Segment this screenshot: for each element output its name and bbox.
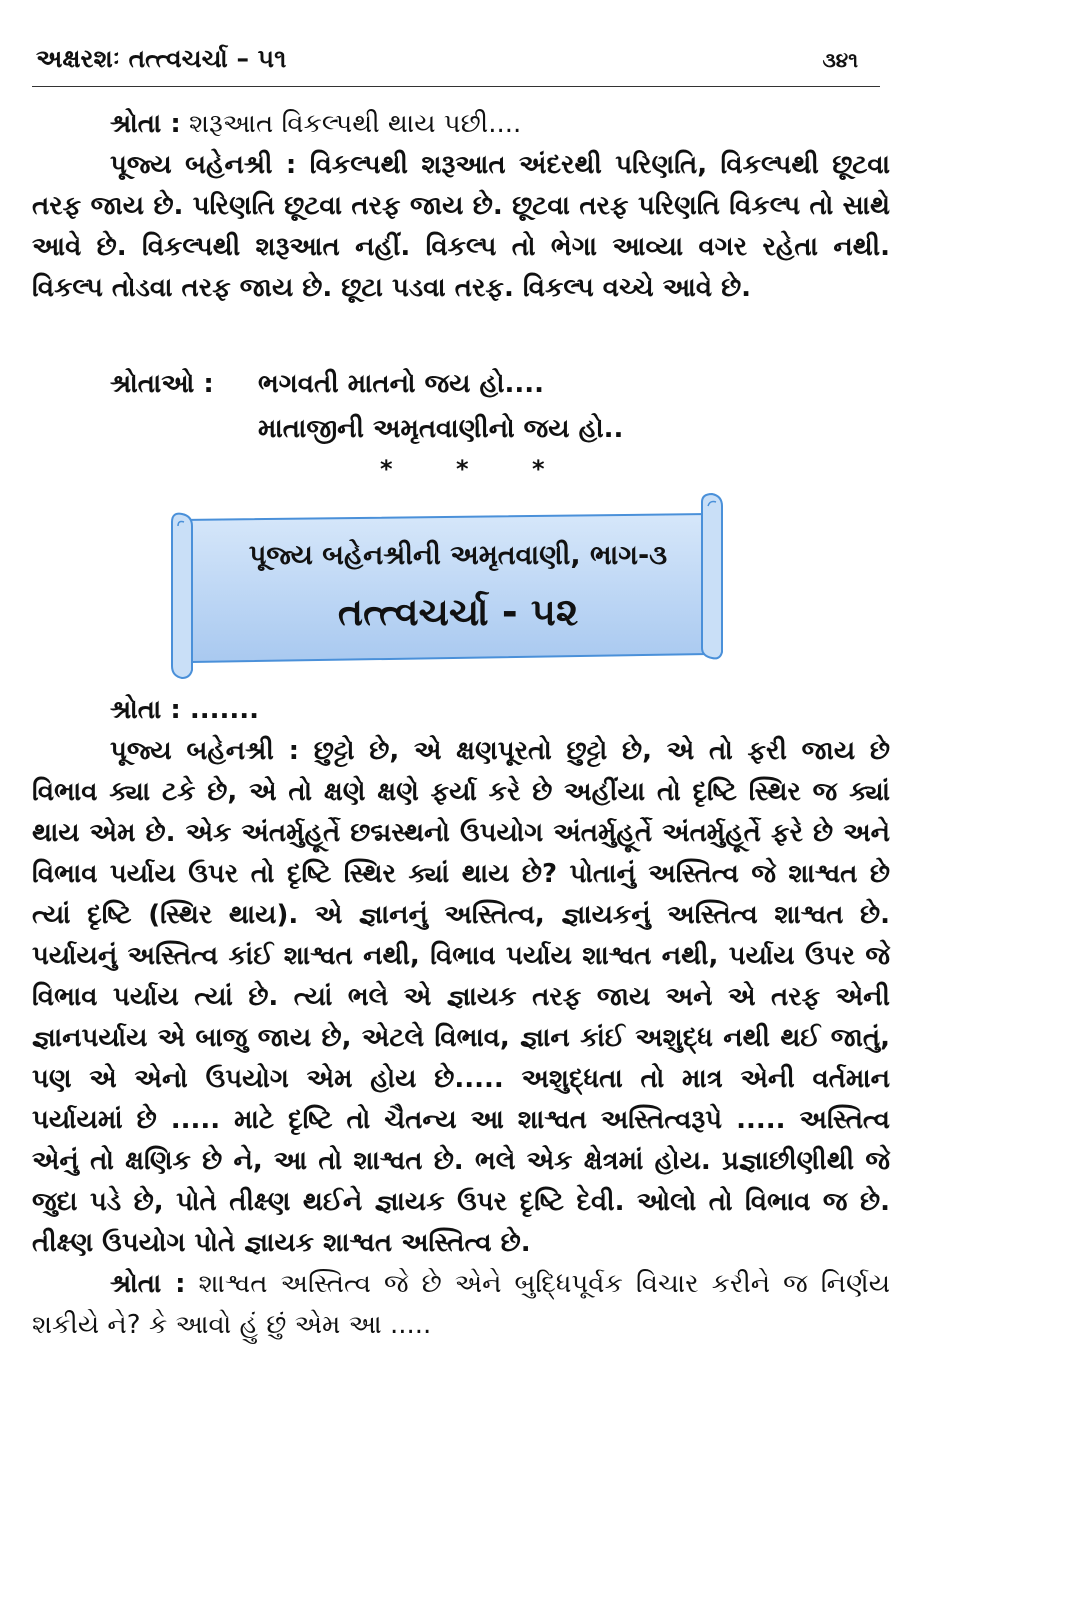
chant-row [110,407,623,452]
speaker-label: પૂજ્ય બહેનશ્રી : [110,736,299,766]
page-number: ૩૪૧ [822,48,858,72]
chant-line: ભગવતી માતનો જય હો.... [258,369,545,399]
separator-star: * [532,455,545,483]
scroll-shape [168,492,728,682]
banner-title: તત્ત્વચર્ચા - ૫૨ [337,590,579,634]
separator-star: * [380,455,393,483]
speaker-label: પૂજ્ય બહેનશ્રી : [110,150,297,180]
answer-text: વિકલ્પથી શરૂઆત અંદરથી પરિણતિ, વિકલ્પથી છૂટવા તરફ જાય છે. પરિણતિ છૂટવા તરફ જાય છે. છૂટવા તરફ પરિણતિ વિકલ્પ તો સાથે આવે છે. વિકલ્પથી શરૂઆત નહીં. વિકલ્પ તો ભેગા આવ્યા વગર રહેતા નથી. વિકલ્પ તોડવા તરફ જાય છે. છૂટા પડવા તરફ. વિકલ્પ વચ્ચે આવે છે. [32,150,890,303]
speaker-label: શ્રોતા : [110,1269,186,1299]
question-text: શાશ્વત અસ્તિત્વ જે છે એને બુદ્ધિપૂર્વક વિચાર કરીને જ નિર્ણય શકીયે ને? કે આવો હું છું એમ આ ..... [32,1269,891,1340]
speaker-label: શ્રોતા : [110,109,181,139]
banner-subtitle: પૂજ્ય બહેનશ્રીની અમૃતવાણી, ભાગ-૩ [248,540,668,571]
page-header [32,40,880,87]
answer-text: છુટ્ટો છે, એ ક્ષણપૂરતો છુટ્ટો છે, એ તો ફરી જાય છે વિભાવ ક્યા ટકે છે, એ તો ક્ષણે ક્ષણે ફર્યા કરે છે અહીંયા તો દૃષ્ટિ સ્થિર જ ક્યાં થાય એમ છે. એક અંતર્મુહૂર્તે છદ્મસ્થનો ઉપયોગ અંતર્મુહૂર્તે અંતર્મુહૂર્તે ફરે છે અને વિભાવ પર્યાય ઉપર તો દૃષ્ટિ સ્થિર ક્યાં થાય છે? પોતાનું અસ્તિત્વ જે શાશ્વત છે ત્યાં દૃષ્ટિ (સ્થિર થાય). એ જ્ઞાનનું અસ્તિત્વ, જ્ઞાયકનું અસ્તિત્વ શાશ્વત છે. પર્યાયનું અસ્તિત્વ કાંઈ શાશ્વત નથી, વિભાવ પર્યાય શાશ્વત નથી, પર્યાય ઉપર જે વિભાવ પર્યાય ત્યાં છે. ત્યાં ભલે એ જ્ઞાયક તરફ જાય અને એ તરફ એની જ્ઞાનપર્યાય એ બાજુ જાય છે, એટલે વિભાવ, જ્ઞાન કાંઈ અશુદ્ધ નથી થઈ જાતું, પણ એ એનો ઉપયોગ એમ હોય છે..... અશુદ્ધતા તો માત્ર એની વર્તમાન પર્યાયમાં છે ..... માટે દૃષ્ટિ તો ચૈતન્ય આ શાશ્વત અસ્તિત્વરૂપે ..... અસ્તિત્વ એનું તો ક્ષણિક છે ને, આ તો શાશ્વત છે. ભલે એક ક્ષેત્રમાં હોય. પ્રજ્ઞાછીણીથી જે જુદા પડે છે, પોતે તીક્ષ્ણ થઈને જ્ઞાયક ઉપર દૃષ્ટિ દેવી. ઓલો તો વિભાવ જ છે. તીક્ષ્ણ ઉપયોગ પોતે જ્ઞાયક શાશ્વત અસ્તિત્વ છે. [32,736,890,1258]
speaker-label: શ્રોતાઓ : [110,369,214,399]
question-text: શરૂઆત વિકલ્પથી થાય પછી.... [189,109,522,139]
discussion-51-end [32,104,890,309]
separator-star: * [456,455,469,483]
question-text: ....... [189,695,259,725]
chant-block [110,362,623,452]
question-paragraph [32,1264,890,1346]
speaker-label: શ્રોતા : [110,695,181,725]
discussion-52 [32,690,890,1346]
answer-paragraph [32,145,890,309]
chant-row [110,362,623,407]
chant-line: માતાજીની અમૃતવાણીનો જય હો.. [258,414,624,444]
section-separator [380,455,608,483]
answer-paragraph [32,731,890,1264]
question-paragraph [32,104,890,145]
question-paragraph [32,690,890,731]
chapter-scroll-banner [168,492,728,682]
running-title: અક્ષરશઃ તત્ત્વચર્ચા – ૫૧ [36,44,287,73]
